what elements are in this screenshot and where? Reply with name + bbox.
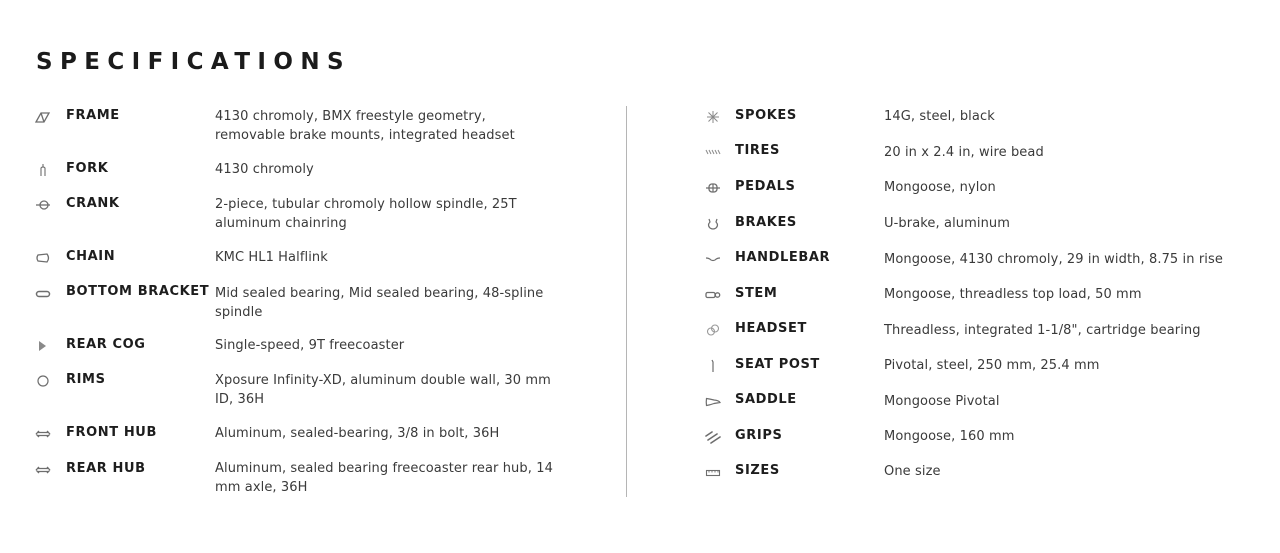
front-hub-icon xyxy=(35,427,51,441)
spec-label: REAR COG xyxy=(66,337,146,352)
spec-label: HEADSET xyxy=(735,321,807,336)
spec-label: GRIPS xyxy=(735,428,783,443)
spec-label: BOTTOM BRACKET xyxy=(66,284,210,299)
spec-value: Threadless, integrated 1-1/8", cartridge bearing xyxy=(884,323,1201,338)
tires-icon xyxy=(705,145,721,159)
spec-label: TIRES xyxy=(735,143,780,158)
spec-label: FORK xyxy=(66,161,109,176)
spec-label: REAR HUB xyxy=(66,461,146,476)
bottom-bracket-icon xyxy=(35,287,51,301)
spec-value: Aluminum, sealed-bearing, 3/8 in bolt, 36H xyxy=(215,426,500,441)
sizes-icon xyxy=(705,466,721,480)
spec-label: SPOKES xyxy=(735,108,797,123)
stem-icon xyxy=(705,288,721,302)
spokes-icon xyxy=(705,110,721,124)
spec-value: Mongoose, threadless top load, 50 mm xyxy=(884,287,1142,302)
spec-value: One size xyxy=(884,464,941,479)
brakes-icon xyxy=(705,217,721,231)
spec-value: Aluminum, sealed bearing freecoaster rear hub, 14 mm axle, 36H xyxy=(215,461,553,495)
spec-value: 2-piece, tubular chromoly hollow spindle, 25T aluminum chainring xyxy=(215,197,517,231)
rear-cog-icon xyxy=(35,339,51,353)
spec-label: RIMS xyxy=(66,372,106,387)
crank-icon xyxy=(35,198,51,212)
handlebar-icon xyxy=(705,252,721,266)
spec-label: STEM xyxy=(735,286,778,301)
spec-label: CRANK xyxy=(66,196,120,211)
spec-value: 4130 chromoly, BMX freestyle geometry, removable brake mounts, integrated headset xyxy=(215,109,515,143)
spec-value: Single-speed, 9T freecoaster xyxy=(215,338,405,353)
spec-label: PEDALS xyxy=(735,179,796,194)
saddle-icon xyxy=(705,395,721,409)
seat-post-icon xyxy=(705,359,721,373)
headset-icon xyxy=(705,323,721,337)
spec-value: Mid sealed bearing, Mid sealed bearing, 48-spline spindle xyxy=(215,286,544,320)
spec-value: 14G, steel, black xyxy=(884,109,995,124)
spec-value: Pivotal, steel, 250 mm, 25.4 mm xyxy=(884,358,1100,373)
spec-value: Mongoose, 4130 chromoly, 29 in width, 8.75 in rise xyxy=(884,252,1223,267)
grips-icon xyxy=(705,430,721,444)
spec-value: 20 in x 2.4 in, wire bead xyxy=(884,145,1044,160)
spec-label: SIZES xyxy=(735,463,780,478)
spec-value: Mongoose, nylon xyxy=(884,180,996,195)
spec-label: CHAIN xyxy=(66,249,116,264)
spec-label: FRONT HUB xyxy=(66,425,157,440)
spec-label: HANDLEBAR xyxy=(735,250,831,265)
rear-hub-icon xyxy=(35,463,51,477)
spec-value: Mongoose, 160 mm xyxy=(884,429,1015,444)
chain-icon xyxy=(35,251,51,265)
spec-label: SADDLE xyxy=(735,392,797,407)
rims-icon xyxy=(35,374,51,388)
column-divider xyxy=(626,106,627,497)
frame-icon xyxy=(35,110,51,124)
spec-label: BRAKES xyxy=(735,215,797,230)
spec-label: FRAME xyxy=(66,108,120,123)
spec-value: U-brake, aluminum xyxy=(884,216,1011,231)
section-title: SPECIFICATIONS xyxy=(36,48,351,76)
pedals-icon xyxy=(705,181,721,195)
spec-value: KMC HL1 Halflink xyxy=(215,250,328,265)
spec-value: Xposure Infinity-XD, aluminum double wall, 30 mm ID, 36H xyxy=(215,373,551,407)
spec-value: 4130 chromoly xyxy=(215,162,314,177)
fork-icon xyxy=(35,163,51,177)
spec-label: SEAT POST xyxy=(735,357,820,372)
spec-value: Mongoose Pivotal xyxy=(884,394,1000,409)
